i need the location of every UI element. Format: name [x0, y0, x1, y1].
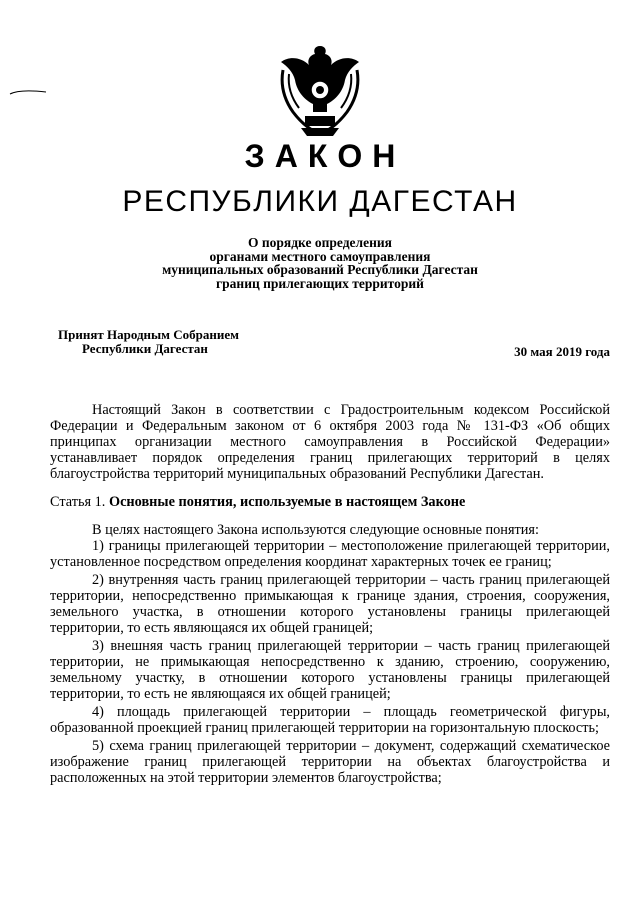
list-item: 3) внешняя часть границ прилегающей территории – часть границ прилегающей территории, не примыкающая непосредственно к зданию, строению, сооружению, земельному участку, в отношении которого установлены границы прилегающей территории, то есть не являющаяся их общей границей;: [50, 638, 610, 702]
article-lead: В целях настоящего Закона используются следующие основные понятия:: [92, 522, 539, 538]
document-body: [50, 402, 610, 786]
law-name-line: муниципальных образований Республики Дагестан: [162, 262, 478, 277]
law-name-line: О порядке определения: [248, 235, 392, 250]
intro-paragraph: Настоящий Закон в соответствии с Градостроительным кодексом Российской Федерации и Федеральным законом от 6 октября 2003 года № 131-ФЗ «Об общих принципах организации местного самоуправления в Российской Федерации» устанавливает порядок определения границ прилегающих территорий в целях благоустройства территорий муниципальных образований Республики Дагестан.: [50, 402, 610, 482]
coat-of-arms-emblem-icon: [275, 42, 365, 140]
scan-mark: [8, 88, 48, 98]
law-name-line: органами местного самоуправления: [209, 248, 431, 264]
adoption-line-1: Принят Народным Собранием: [58, 327, 240, 342]
list-item: 1) границы прилегающей территории – местоположение прилегающей территории, установленное посредством определения координат характерных точек ее границ;: [50, 538, 610, 570]
adoption-line-2: Республики Дагестан: [82, 341, 208, 356]
list-item: 4) площадь прилегающей территории – площадь геометрической фигуры, образованной проекцией границ прилегающей территории на горизонтальную плоскость;: [50, 704, 610, 736]
article-title: Основные понятия, используемые в настоящем Законе: [108, 494, 466, 510]
law-name: [120, 236, 520, 290]
adoption-block: [58, 328, 239, 356]
adoption-date: 30 мая 2019 года: [514, 344, 610, 359]
article-heading: [50, 494, 610, 510]
document-title: ЗАКОН: [244, 138, 406, 174]
list-item: 5) схема границ прилегающей территории – документ, содержащий схематическое изображение границ прилегающей территории на объектах благоустройства и расположенных на этой территории элементов благоустройства;: [50, 738, 610, 786]
list-item: 2) внутренняя часть границ прилегающей территории – часть границ прилегающей территории, непосредственно примыкающая к границе здания, строения, сооружения, земельного участка, в отношении которого установлены границы прилегающей территории, то есть являющаяся их общей границей;: [50, 572, 610, 636]
law-name-line: границ прилегающих территорий: [216, 275, 424, 291]
article-number: Статья 1.: [50, 494, 106, 510]
document-subtitle: РЕСПУБЛИКИ ДАГЕСТАН: [122, 185, 518, 218]
